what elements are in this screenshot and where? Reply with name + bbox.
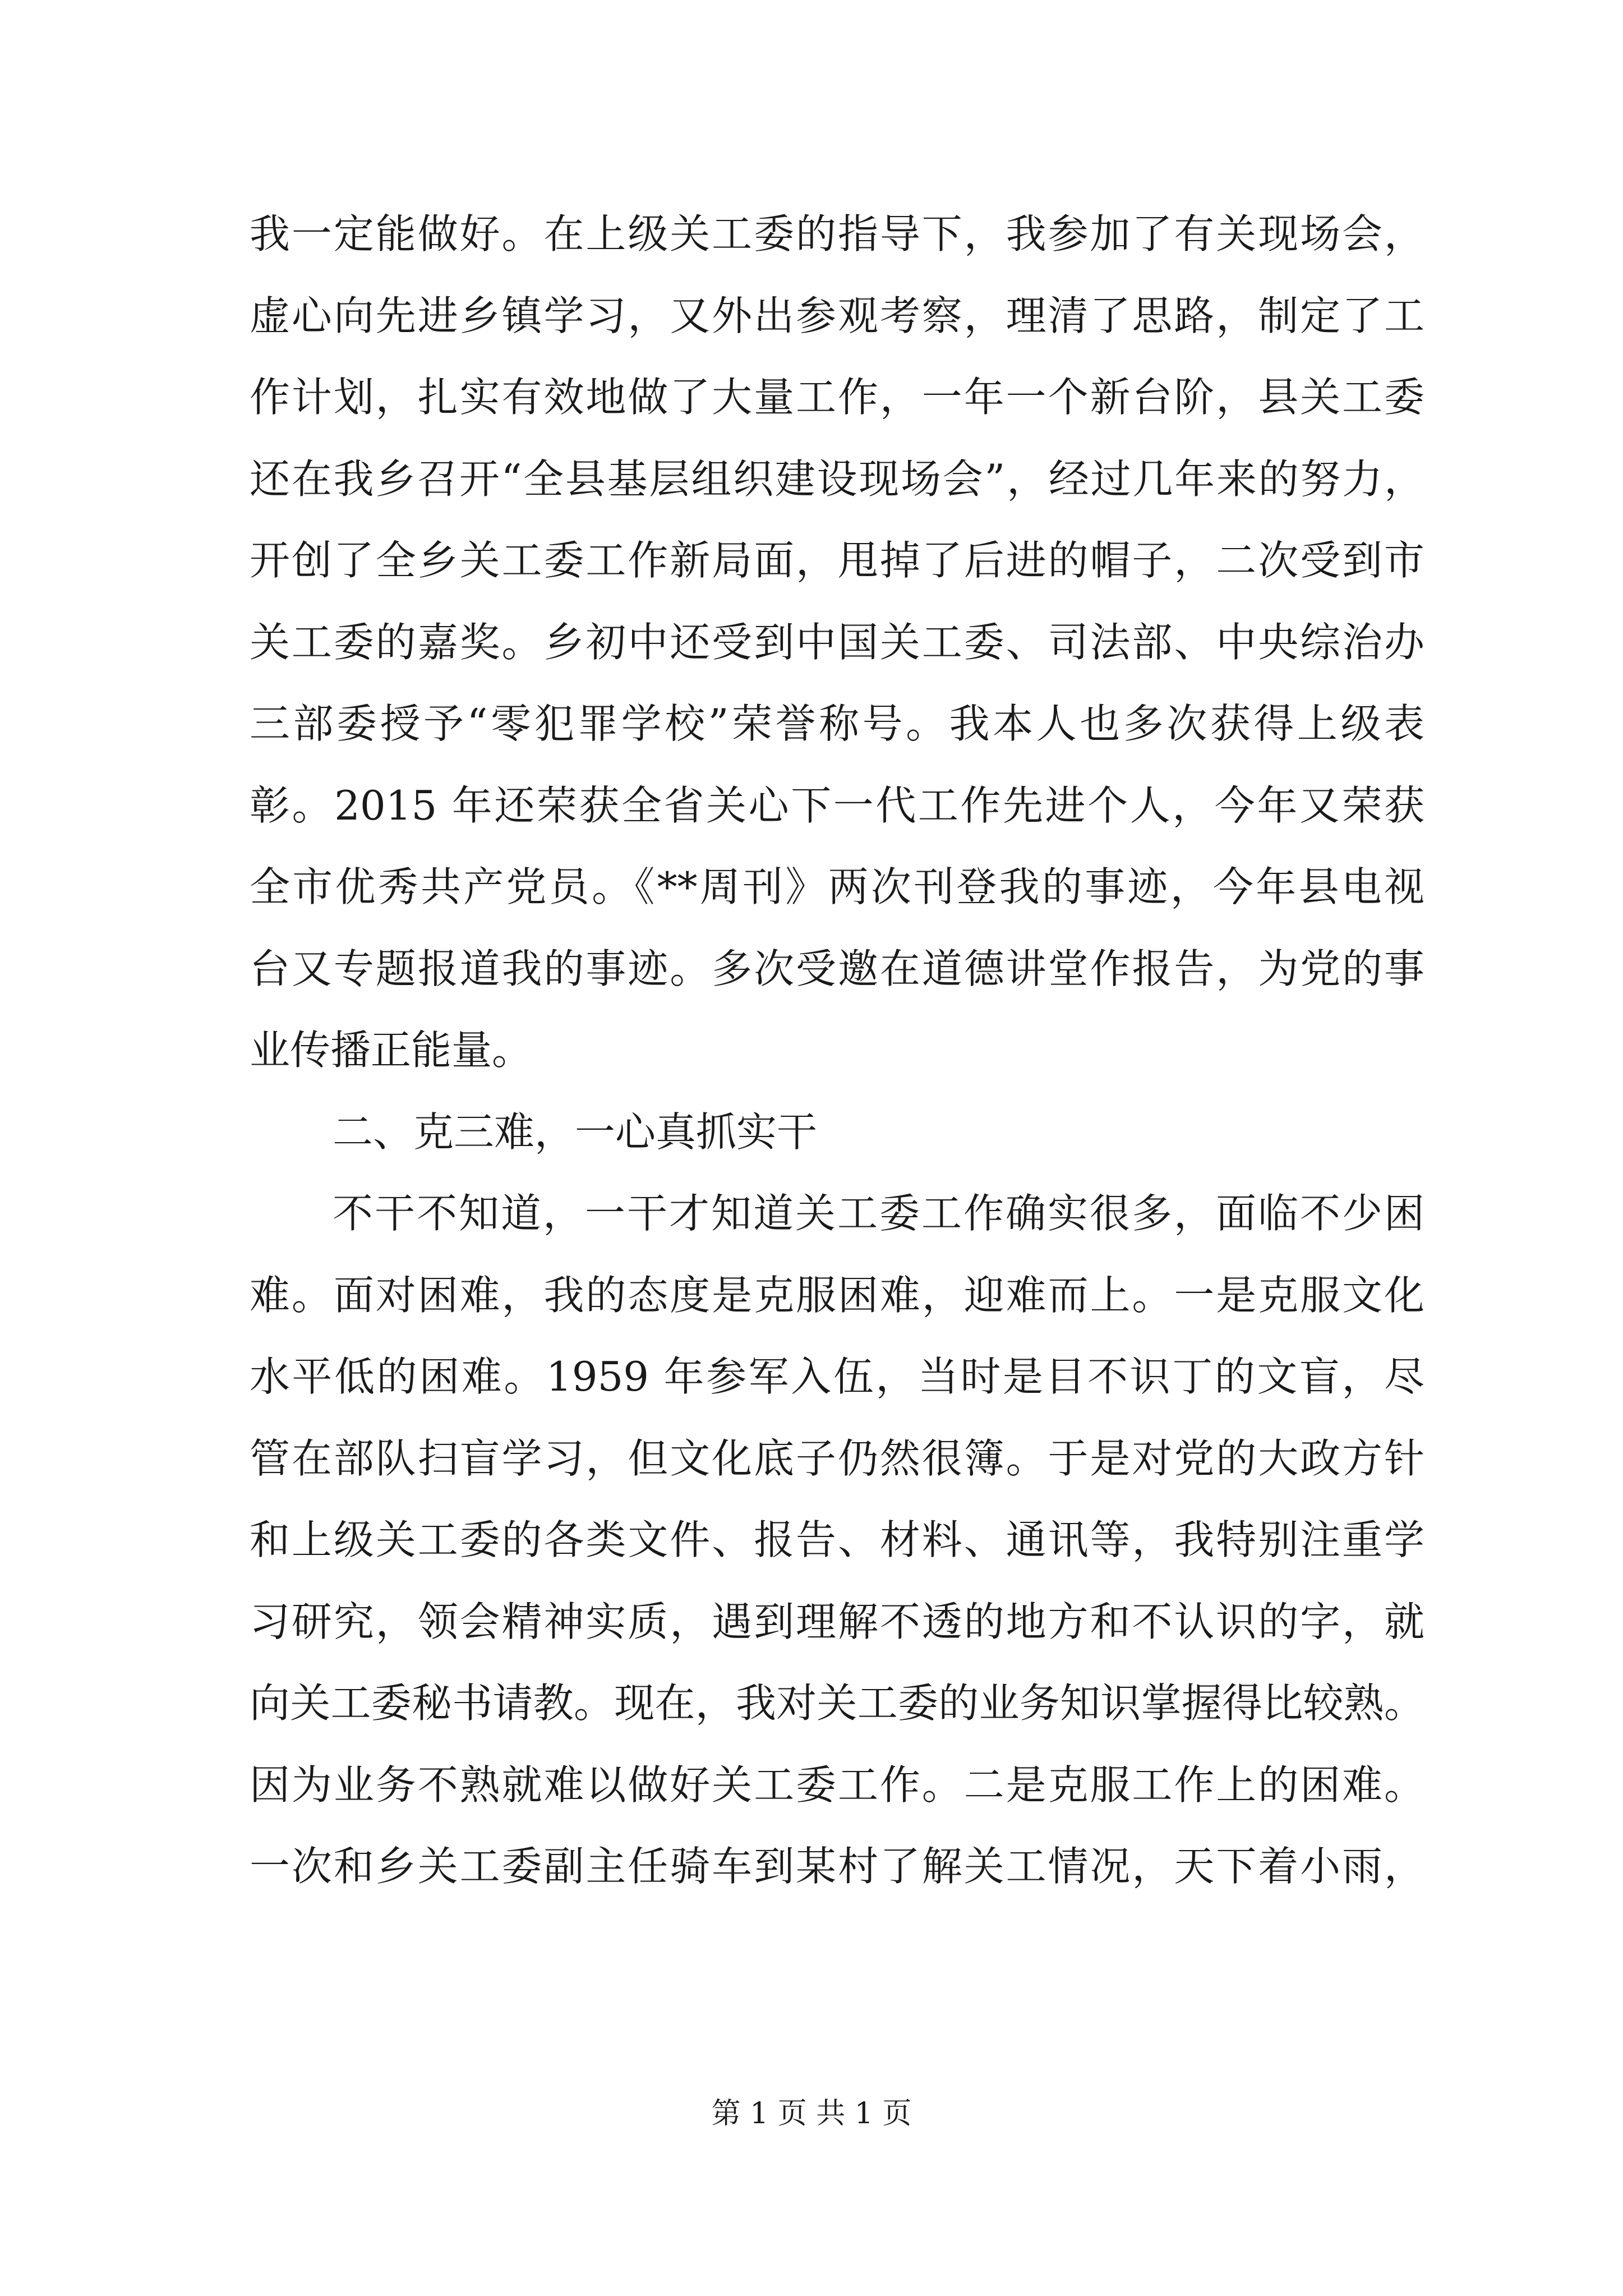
text-line: 业传播正能量。	[250, 1027, 533, 1074]
section-heading: 二、克三难，一心真抓实干	[333, 1108, 818, 1156]
text-line: 一次和乡关工委副主任骑车到某村了解关工情况，天下着小雨，	[250, 1843, 1424, 1890]
text-line: 还在我乡召开“全县基层组织建设现场会”，经过几年来的努力，	[250, 455, 1424, 503]
text-line: 作计划，扎实有效地做了大量工作，一年一个新台阶，县关工委	[250, 374, 1424, 421]
text-line: 虚心向先进乡镇学习，又外出参观考察，理清了思路，制定了工	[250, 292, 1424, 339]
body-text	[250, 194, 1424, 1908]
text-line: 彰。2015 年还荣获全省关心下一代工作先进个人，今年又荣获	[250, 781, 1424, 829]
text-line: 关工委的嘉奖。乡初中还受到中国关工委、司法部、中央综治办	[250, 618, 1424, 666]
text-line: 管在部队扫盲学习，但文化底子仍然很簿。于是对党的大政方针	[250, 1434, 1424, 1482]
text-line: 难。面对困难，我的态度是克服困难，迎难而上。一是克服文化	[250, 1271, 1424, 1319]
text-line: 水平低的困难。1959 年参军入伍，当时是目不识丁的文盲，尽	[250, 1353, 1424, 1400]
page-number-label: 第 1 页 共 1 页	[711, 2097, 912, 2131]
page-footer	[0, 2090, 1623, 2132]
text-line: 因为业务不熟就难以做好关工委工作。二是克服工作上的困难。	[250, 1761, 1424, 1809]
text-line: 我一定能做好。在上级关工委的指导下，我参加了有关现场会，	[250, 210, 1424, 257]
text-line: 全市优秀共产党员。《**周刊》两次刊登我的事迹，今年县电视	[250, 863, 1424, 910]
text-line: 开创了全乡关工委工作新局面，甩掉了后进的帽子，二次受到市	[250, 537, 1424, 584]
text-line: 不干不知道，一干才知道关工委工作确实很多，面临不少困	[333, 1190, 1424, 1237]
text-line: 和上级关工委的各类文件、报告、材料、通讯等，我特别注重学	[250, 1516, 1424, 1563]
text-line: 台又专题报道我的事迹。多次受邀在道德讲堂作报告，为党的事	[250, 945, 1424, 992]
text-line: 三部委授予“零犯罪学校”荣誉称号。我本人也多次获得上级表	[250, 700, 1424, 747]
text-line: 习研究，领会精神实质，遇到理解不透的地方和不认识的字，就	[250, 1598, 1424, 1645]
text-line: 向关工委秘书请教。现在，我对关工委的业务知识掌握得比较熟。	[250, 1680, 1424, 1727]
